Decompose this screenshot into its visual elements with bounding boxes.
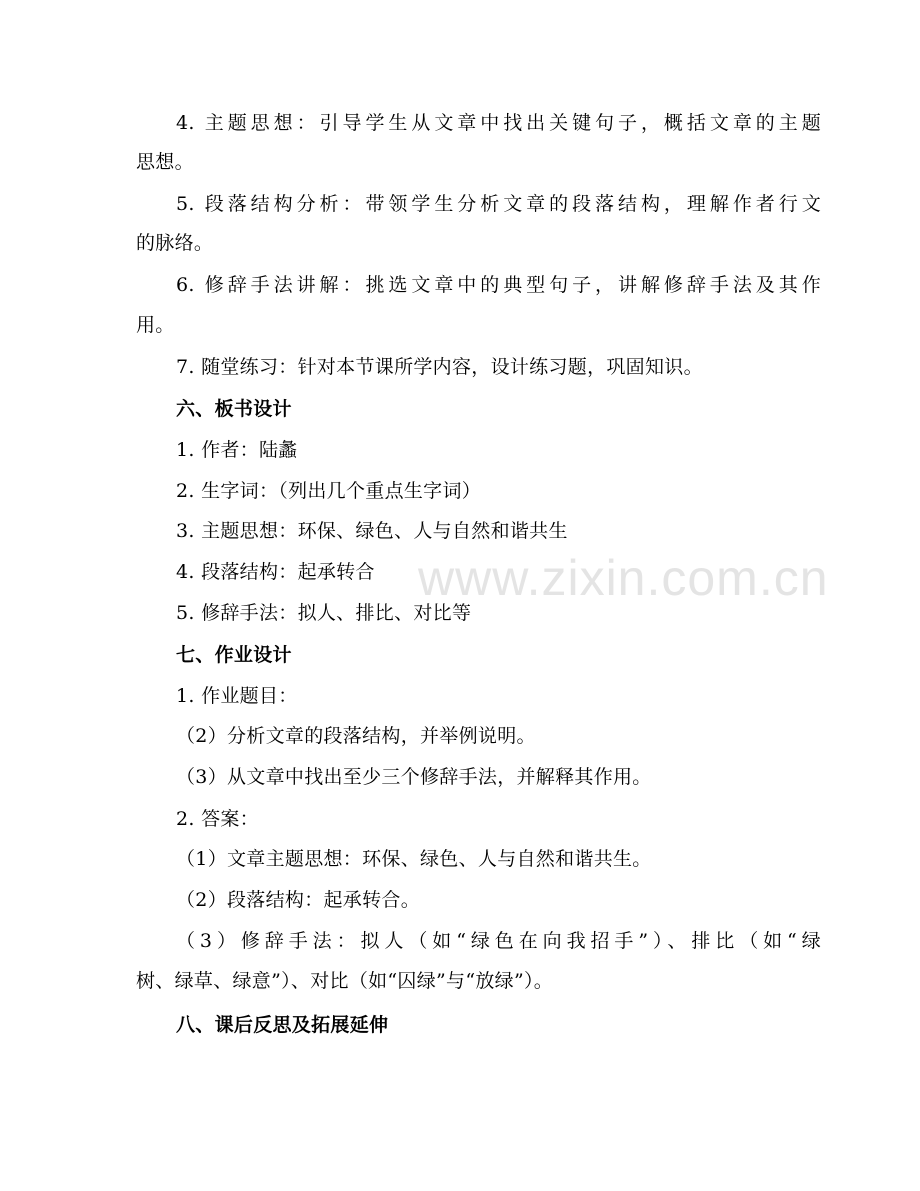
answer-item-3-line-2: 树、绿草、绿意”）、对比（如“囚绿”与“放绿”）。 xyxy=(136,970,554,992)
section-heading-homework-design: 七、作业设计 xyxy=(176,644,292,666)
teaching-step-4-line-1: 4. 主题思想：引导学生从文章中找出关键句子，概括文章的主题 xyxy=(176,112,821,134)
teaching-step-5-line-2: 的脉络。 xyxy=(136,232,214,254)
board-item-4: 4. 段落结构：起承转合 xyxy=(176,561,375,583)
teaching-step-6-line-1: 6. 修辞手法讲解：挑选文章中的典型句子，讲解修辞手法及其作 xyxy=(176,274,821,296)
answer-item-3-line-1: （3）修辞手法：拟人（如“绿色在向我招手”）、排比（如“绿 xyxy=(176,930,821,952)
homework-item-2: （2）分析文章的段落结构，并举例说明。 xyxy=(176,725,536,747)
board-item-5: 5. 修辞手法：拟人、排比、对比等 xyxy=(176,602,472,624)
board-item-1: 1. 作者：陆蠡 xyxy=(176,439,298,461)
board-item-2: 2. 生字词：（列出几个重点生字词） xyxy=(176,480,482,502)
board-item-3: 3. 主题思想：环保、绿色、人与自然和谐共生 xyxy=(176,520,568,542)
homework-item-3: （3）从文章中找出至少三个修辞手法，并解释其作用。 xyxy=(176,766,652,788)
teaching-step-6-line-2: 用。 xyxy=(136,314,175,336)
teaching-step-4-line-2: 思想。 xyxy=(136,151,194,173)
answer-item-2: （2）段落结构：起承转合。 xyxy=(176,889,420,911)
homework-title: 1. 作业题目： xyxy=(176,685,298,707)
teaching-step-5-line-1: 5. 段落结构分析：带领学生分析文章的段落结构，理解作者行文 xyxy=(176,193,821,215)
section-heading-board-design: 六、板书设计 xyxy=(176,398,292,420)
answer-title: 2. 答案： xyxy=(176,808,259,830)
section-heading-reflection: 八、课后反思及拓展延伸 xyxy=(176,1014,389,1036)
answer-item-1: （1）文章主题思想：环保、绿色、人与自然和谐共生。 xyxy=(176,848,652,870)
teaching-step-7: 7. 随堂练习：针对本节课所学内容，设计练习题，巩固知识。 xyxy=(176,356,703,378)
watermark-text: www.zixin.com.cn xyxy=(418,550,829,606)
